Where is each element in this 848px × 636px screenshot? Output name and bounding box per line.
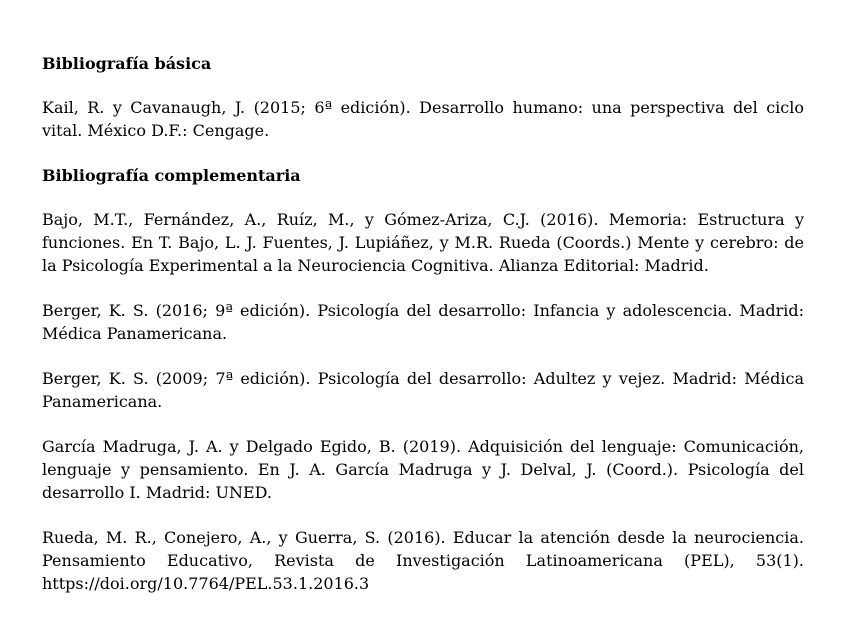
reference-entry-kail: Kail, R. y Cavanaugh, J. (2015; 6ª edición). Desarrollo humano: una perspectiva del ciclo vital. México D.F.: Cengage.	[42, 98, 804, 140]
reference-entry-bajo: Bajo, M.T., Fernández, A., Ruíz, M., y Gómez-Ariza, C.J. (2016). Memoria: Estructura y funciones. En T. Bajo, L. J. Fuentes, J. Lupiáñez, y M.R. Rueda (Coords.) Mente y cerebro: de la Psicología Experimental a la Neurociencia Cognitiva. Alianza Editorial: Madrid.	[42, 210, 804, 275]
section-heading-basic: Bibliografía básica	[42, 54, 212, 73]
bibliography-document	[42, 52, 804, 595]
reference-entry-garcia-madruga: García Madruga, J. A. y Delgado Egido, B. (2019). Adquisición del lenguaje: Comunicación, lenguaje y pensamiento. En J. A. García Madruga y J. Delval, J. (Coord.). Psicología del desarrollo I. Madrid: UNED.	[42, 437, 804, 502]
section-heading-complementary: Bibliografía complementaria	[42, 166, 301, 185]
reference-entry-berger-2009: Berger, K. S. (2009; 7ª edición). Psicología del desarrollo: Adultez y vejez. Madrid: Médica Panamericana.	[42, 369, 804, 411]
reference-entry-rueda: Rueda, M. R., Conejero, A., y Guerra, S. (2016). Educar la atención desde la neurociencia. Pensamiento Educativo, Revista de Investigación Latinoamericana (PEL), 53(1). https://doi.org/10.7764/PEL.53.1.2016.3	[42, 528, 804, 593]
reference-entry-berger-2016: Berger, K. S. (2016; 9ª edición). Psicología del desarrollo: Infancia y adolescencia. Madrid: Médica Panamericana.	[42, 301, 804, 343]
